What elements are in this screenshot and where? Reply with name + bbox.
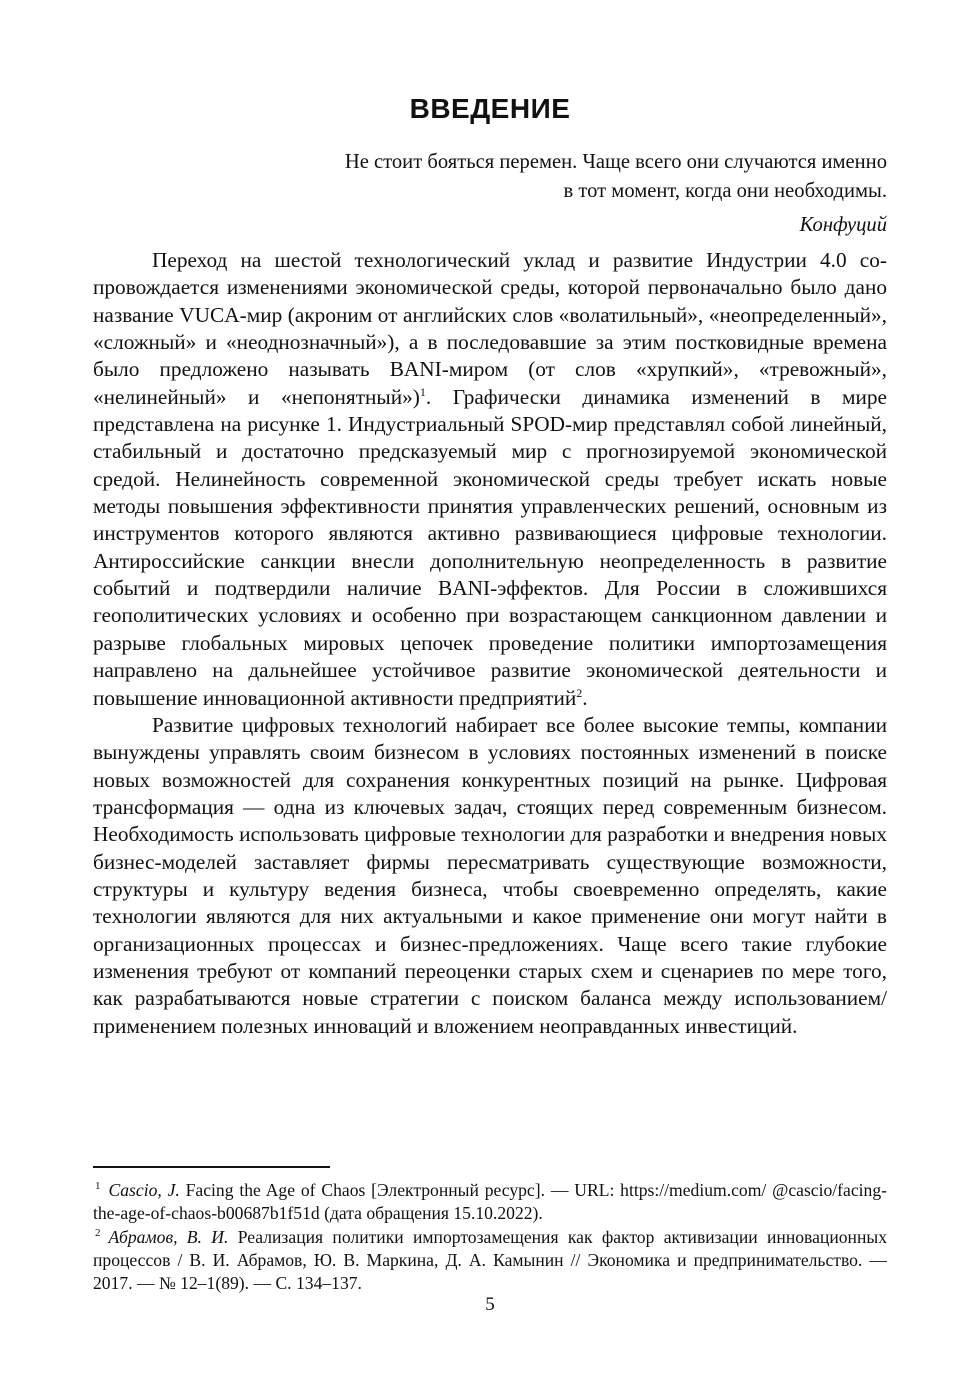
footnote-2-text: Реализация политики импортозамещения как фактор активизации инновационных процессов / В. И. Абрамов, Ю. В. Маркина, Д. А. Камынин // Экономика и предпринимательство. — 2017. — № 12–1(89). — С. 134–137. (93, 1226, 887, 1294)
paragraph-1-text-c: . (582, 685, 588, 710)
footnote-1-text: Facing the Age of Chaos [Электронный ресурс]. — URL: https://medium.com/ @cascio/facing-the-age-of-chaos-b00687b1f51d (дата обращения 15.10.2022). (93, 1180, 887, 1224)
paragraph-1-text-a: Переход на шестой технологический уклад и развитие Индустрии 4.0 сопровождается изменениями экономической среды, которой первоначально было дано название VUCA-мир (акроним от английских слов «волатильный», «неопределенный», «сложный» и «неоднозначный»), а в последовавшие за этим постковидные времена было предложено называть BANI-миром (от слов «хрупкий», «тревожный», «нелинейный» и «непонятный») (93, 248, 887, 409)
footnote-1-author: Cascio, J. (108, 1180, 180, 1200)
epigraph-quote (247, 148, 887, 206)
footnotes (93, 1179, 887, 1295)
footnote-ref-1[interactable]: 1 (419, 384, 426, 399)
epigraph-line-1: Не стоит бояться перемен. Чаще всего они случаются именно (344, 151, 887, 173)
footnote-1-number: 1 (95, 1180, 101, 1193)
footnote-2-number: 2 (95, 1226, 101, 1239)
page-number: 5 (485, 1294, 495, 1315)
footnote-divider (93, 1166, 330, 1168)
chapter-heading: ВВЕДЕНИЕ (409, 93, 571, 124)
footnote-ref-2[interactable]: 2 (576, 685, 583, 700)
epigraph-author: Конфуций (799, 214, 887, 236)
footnote-1 (93, 1179, 887, 1226)
epigraph-line-2: в тот момент, когда они необходимы. (563, 180, 887, 202)
footnote-2 (93, 1226, 887, 1296)
footnote-2-author: Абрамов, В. И. (108, 1226, 229, 1247)
paragraph-1-text-b: . Графически динамика изменений в мире представлена на рисунке 1. Индустриальный SPOD-мир представлял собой линейный, стабильный и достаточно предсказуемый мир с прогнозируемой экономической средой. Нелинейность современной экономической среды требует искать новые методы повышения эффективности принятия управленческих решений, основным из инструментов которого являются активно развивающиеся цифровые технологии. Антироссийские санкции внесли дополнительную неопределенность в развитие событий и подтвердили наличие BANI-эффектов. Для России в сложившихся геополитических условиях и особенно при возрастающем санкционном давлении и разрыве глобальных мировых цепочек проведение политики импортозамещения направлено на дальнейшее устойчивое развитие экономической деятельности и повышение инновационной активности предприятий (93, 384, 887, 710)
paragraph-2: Развитие цифровых технологий набирает все более высокие темпы, компании вынуждены управлять своим бизнесом в условиях постоянных изменений в поиске новых возможностей для сохранения конкурентных позиций на рынке. Цифровая трансформация — одна из ключевых задач, стоящих перед современным бизнесом. Необходимость использовать цифровые технологии для разработки и внедрения новых бизнес-моделей заставляет фирмы пересматривать существующие возможности, структуры и культуру ведения бизнеса, чтобы своевременно определять, какие технологии являются для них актуальными и какое применение они могут найти в организационных процессах и бизнес-предложениях. Чаще всего такие глубокие изменения требуют от компаний переоценки старых схем и сценариев по мере того, как разрабатываются новые стратегии с поиском баланса между использованием/применением полезных инноваций и вложением неоправданных инвестиций. (93, 712, 887, 1038)
body-text (93, 247, 887, 1040)
paragraph-1 (93, 247, 887, 712)
